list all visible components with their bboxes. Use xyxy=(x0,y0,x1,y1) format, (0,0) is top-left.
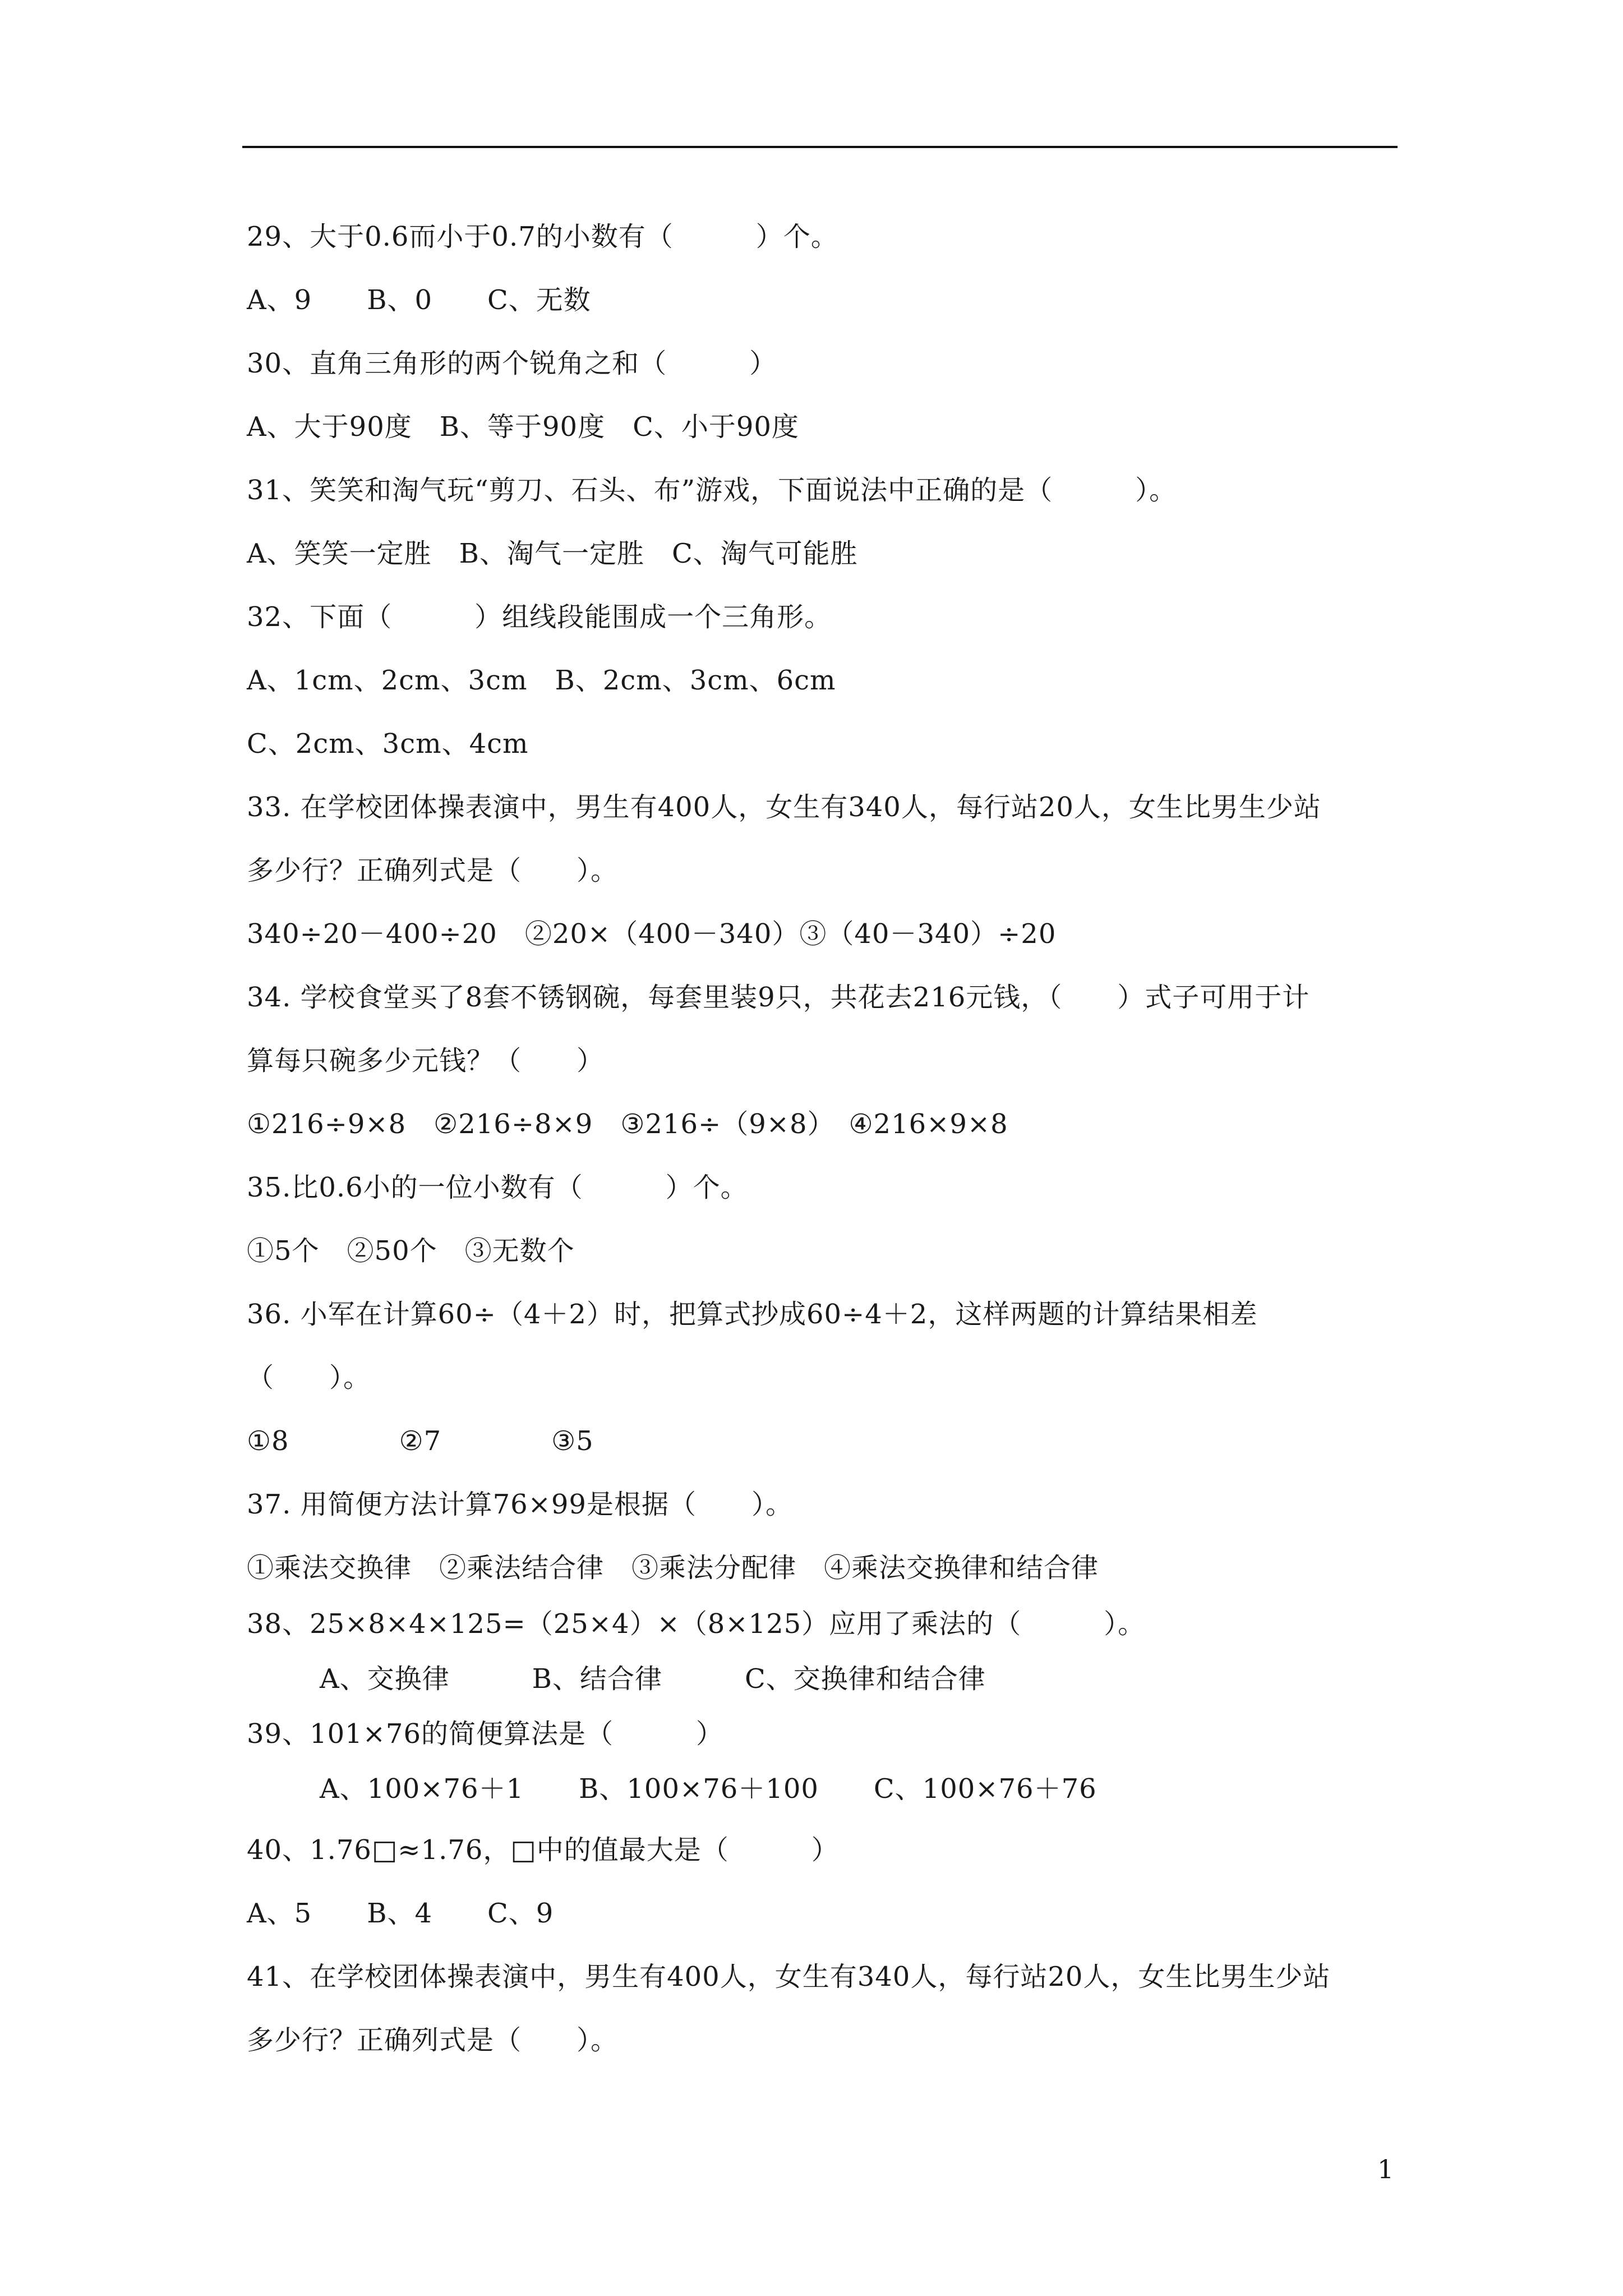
options-29: A、9 B、0 C、无数 xyxy=(247,284,591,316)
page-number: 1 xyxy=(1377,2154,1394,2184)
question-33-line2: 多少行？正确列式是（ ）。 xyxy=(247,855,619,886)
question-32: 32、下面（ ）组线段能围成一个三角形。 xyxy=(247,601,832,633)
question-41-line1: 41、在学校团体操表演中，男生有400人，女生有340人，每行站20人，女生比男生少站 xyxy=(247,1961,1331,1993)
question-31: 31、笑笑和淘气玩“剪刀、石头、布”游戏，下面说法中正确的是（ ）。 xyxy=(247,475,1177,506)
question-36-line2: （ ）。 xyxy=(247,1362,371,1393)
options-38: A、交换律 B、结合律 C、交换律和结合律 xyxy=(320,1663,986,1695)
options-37: ①乘法交换律 ②乘法结合律 ③乘法分配律 ④乘法交换律和结合律 xyxy=(247,1552,1099,1584)
question-37: 37. 用简便方法计算76×99是根据（ ）。 xyxy=(247,1489,793,1520)
options-32-line1: A、1cm、2cm、3cm B、2cm、3cm、6cm xyxy=(247,665,836,696)
options-40: A、5 B、4 C、9 xyxy=(247,1898,554,1929)
question-34-line2: 算每只碗多少元钱？（ ） xyxy=(247,1045,605,1076)
options-30: A、大于90度 B、等于90度 C、小于90度 xyxy=(247,411,799,443)
options-39: A、100×76＋1 B、100×76＋100 C、100×76＋76 xyxy=(320,1773,1097,1805)
question-36-line1: 36. 小军在计算60÷（4＋2）时，把算式抄成60÷4＋2，这样两题的计算结果相差 xyxy=(247,1299,1258,1330)
question-41-line2: 多少行？正确列式是（ ）。 xyxy=(247,2024,619,2056)
options-36: ①8 ②7 ③5 xyxy=(247,1425,594,1457)
options-31: A、笑笑一定胜 B、淘气一定胜 C、淘气可能胜 xyxy=(247,538,858,569)
question-30: 30、直角三角形的两个锐角之和（ ） xyxy=(247,348,777,379)
question-33-line1: 33. 在学校团体操表演中，男生有400人，女生有340人，每行站20人，女生比男生少站 xyxy=(247,792,1321,823)
question-34-line1: 34. 学校食堂买了8套不锈钢碗，每套里装9只，共花去216元钱，（ ）式子可用于计 xyxy=(247,982,1310,1013)
question-39: 39、101×76的简便算法是（ ） xyxy=(247,1718,723,1750)
header-rule xyxy=(242,146,1398,148)
options-35: ①5个 ②50个 ③无数个 xyxy=(247,1235,575,1267)
question-35: 35.比0.6小的一位小数有（ ）个。 xyxy=(247,1172,748,1203)
options-32-line2: C、2cm、3cm、4cm xyxy=(247,728,529,760)
question-40: 40、1.76□≈1.76，□中的值最大是（ ） xyxy=(247,1834,839,1866)
question-38: 38、25×8×4×125=（25×4）×（8×125）应用了乘法的（ ）。 xyxy=(247,1608,1146,1640)
options-34: ①216÷9×8 ②216÷8×9 ③216÷（9×8） ④216×9×8 xyxy=(247,1108,1008,1140)
question-29: 29、大于0.6而小于0.7的小数有（ ）个。 xyxy=(247,221,838,252)
options-33: 340÷20－400÷20 ②20×（400－340）③（40－340）÷20 xyxy=(247,918,1057,950)
